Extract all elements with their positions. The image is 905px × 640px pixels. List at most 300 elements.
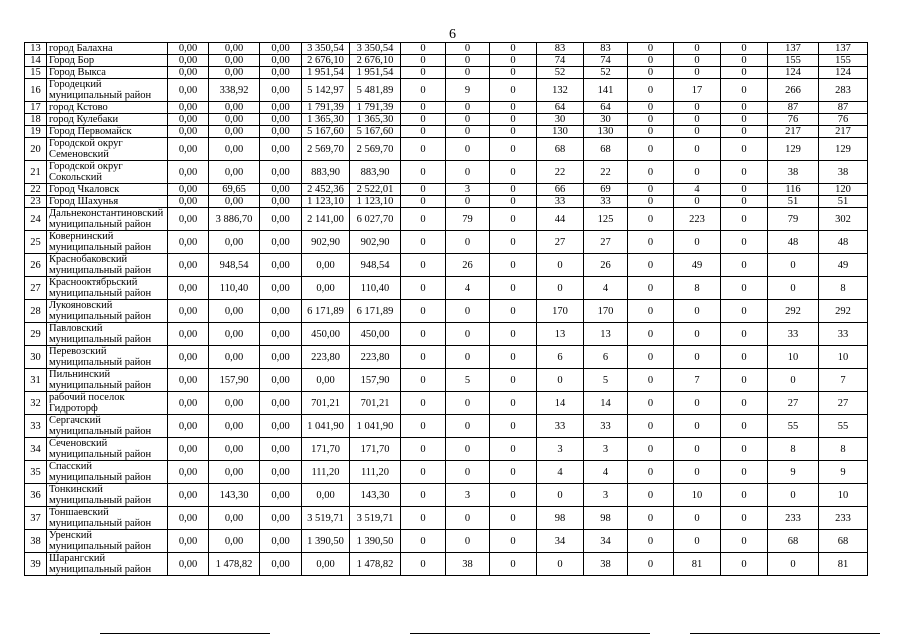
table-cell: 0 — [628, 484, 674, 507]
table-cell: 0 — [537, 484, 584, 507]
table-cell: 1 365,30 — [302, 114, 350, 126]
table-cell: 38 — [446, 553, 490, 576]
table-cell: 0 — [490, 300, 537, 323]
table-row — [25, 126, 868, 138]
table-row — [25, 79, 868, 102]
table-cell: 902,90 — [350, 231, 401, 254]
table-cell: 120 — [819, 184, 868, 196]
table-cell: 0,00 — [260, 161, 302, 184]
table-cell: 9 — [819, 461, 868, 484]
table-cell: 0 — [628, 114, 674, 126]
table-cell: 38 — [768, 161, 819, 184]
table-cell: 64 — [537, 102, 584, 114]
table-cell: 1 791,39 — [350, 102, 401, 114]
municipality-name: город Балахна — [47, 43, 168, 55]
table-row — [25, 392, 868, 415]
table-cell: 0 — [721, 138, 768, 161]
table-cell: 0 — [490, 126, 537, 138]
table-cell: 49 — [819, 254, 868, 277]
table-cell: 0,00 — [168, 254, 209, 277]
table-cell: 0,00 — [168, 231, 209, 254]
row-number: 24 — [25, 208, 47, 231]
table-cell: 1 478,82 — [350, 553, 401, 576]
table-cell: 0 — [721, 254, 768, 277]
table-cell: 3 — [537, 438, 584, 461]
table-cell: 38 — [584, 553, 628, 576]
table-cell: 0 — [721, 55, 768, 67]
table-cell: 2 676,10 — [302, 55, 350, 67]
table-cell: 0 — [628, 300, 674, 323]
table-cell: 0,00 — [168, 300, 209, 323]
table-cell: 33 — [768, 323, 819, 346]
table-cell: 0 — [674, 138, 721, 161]
table-cell: 0 — [446, 507, 490, 530]
table-cell: 69 — [584, 184, 628, 196]
table-cell: 0,00 — [168, 102, 209, 114]
table-cell: 10 — [674, 484, 721, 507]
row-number: 17 — [25, 102, 47, 114]
table-row — [25, 553, 868, 576]
table-cell: 111,20 — [302, 461, 350, 484]
table-cell: 0 — [721, 369, 768, 392]
table-cell: 0 — [628, 530, 674, 553]
table-cell: 81 — [674, 553, 721, 576]
table-cell: 883,90 — [350, 161, 401, 184]
table-cell: 0 — [674, 415, 721, 438]
table-cell: 33 — [819, 323, 868, 346]
municipality-name: Краснооктябрьский муниципальный район — [47, 277, 168, 300]
table-cell: 143,30 — [209, 484, 260, 507]
table-cell: 0 — [674, 126, 721, 138]
table-cell: 157,90 — [209, 369, 260, 392]
table-cell: 0 — [446, 114, 490, 126]
table-cell: 0,00 — [168, 79, 209, 102]
table-row — [25, 67, 868, 79]
table-cell: 0,00 — [260, 277, 302, 300]
municipality-name: Городской округ Семеновский — [47, 138, 168, 161]
table-cell: 0,00 — [168, 438, 209, 461]
table-cell: 171,70 — [350, 438, 401, 461]
table-cell: 0 — [721, 277, 768, 300]
table-cell: 0 — [490, 415, 537, 438]
table-cell: 0,00 — [209, 114, 260, 126]
table-cell: 3 350,54 — [302, 43, 350, 55]
table-cell: 155 — [768, 55, 819, 67]
municipality-name: Ковернинский муниципальный район — [47, 231, 168, 254]
table-cell: 1 041,90 — [350, 415, 401, 438]
table-cell: 10 — [819, 484, 868, 507]
table-cell: 0,00 — [260, 346, 302, 369]
table-cell: 0,00 — [168, 530, 209, 553]
table-cell: 2 569,70 — [302, 138, 350, 161]
table-cell: 0 — [446, 323, 490, 346]
table-row — [25, 208, 868, 231]
table-row — [25, 254, 868, 277]
table-cell: 701,21 — [350, 392, 401, 415]
table-cell: 124 — [768, 67, 819, 79]
table-cell: 0 — [674, 43, 721, 55]
table-cell: 0,00 — [209, 415, 260, 438]
table-cell: 0 — [628, 55, 674, 67]
table-cell: 0 — [721, 79, 768, 102]
table-cell: 0,00 — [260, 208, 302, 231]
table-cell: 0 — [721, 231, 768, 254]
bottom-rule-right — [690, 633, 880, 634]
table-cell: 0 — [674, 67, 721, 79]
table-cell: 0 — [674, 507, 721, 530]
table-cell: 0 — [768, 369, 819, 392]
table-cell: 0 — [674, 161, 721, 184]
table-cell: 27 — [537, 231, 584, 254]
municipality-name: Спасский муниципальный район — [47, 461, 168, 484]
table-cell: 0 — [446, 415, 490, 438]
table-cell: 0 — [628, 196, 674, 208]
row-number: 19 — [25, 126, 47, 138]
table-cell: 0 — [628, 438, 674, 461]
table-cell: 0 — [401, 277, 446, 300]
table-cell: 52 — [537, 67, 584, 79]
table-cell: 0 — [490, 323, 537, 346]
table-cell: 0 — [401, 138, 446, 161]
table-cell: 38 — [819, 161, 868, 184]
table-cell: 233 — [768, 507, 819, 530]
table-cell: 0,00 — [209, 323, 260, 346]
table-cell: 0 — [628, 323, 674, 346]
table-cell: 0 — [537, 369, 584, 392]
table-cell: 110,40 — [350, 277, 401, 300]
table-row — [25, 369, 868, 392]
row-number: 21 — [25, 161, 47, 184]
municipality-name: Лукояновский муниципальный район — [47, 300, 168, 323]
table-cell: 0 — [401, 530, 446, 553]
table-cell: 0 — [401, 438, 446, 461]
table-cell: 0 — [401, 369, 446, 392]
table-cell: 0 — [674, 55, 721, 67]
table-cell: 338,92 — [209, 79, 260, 102]
table-cell: 0 — [721, 161, 768, 184]
row-number: 29 — [25, 323, 47, 346]
row-number: 16 — [25, 79, 47, 102]
table-cell: 0 — [401, 79, 446, 102]
table-cell: 0,00 — [260, 126, 302, 138]
table-cell: 0 — [401, 461, 446, 484]
table-cell: 0 — [674, 323, 721, 346]
table-cell: 0 — [721, 507, 768, 530]
table-cell: 13 — [584, 323, 628, 346]
municipality-name: Павловский муниципальный район — [47, 323, 168, 346]
table-cell: 0,00 — [260, 461, 302, 484]
table-cell: 1 123,10 — [302, 196, 350, 208]
table-cell: 170 — [537, 300, 584, 323]
table-cell: 0,00 — [209, 67, 260, 79]
table-cell: 129 — [819, 138, 868, 161]
table-cell: 0 — [628, 369, 674, 392]
table-cell: 0 — [768, 277, 819, 300]
table-cell: 0 — [490, 138, 537, 161]
table-cell: 0,00 — [209, 102, 260, 114]
table-cell: 1 365,30 — [350, 114, 401, 126]
table-cell: 3 — [584, 484, 628, 507]
table-cell: 0,00 — [168, 277, 209, 300]
row-number: 25 — [25, 231, 47, 254]
table-cell: 0,00 — [168, 323, 209, 346]
table-cell: 6 171,89 — [302, 300, 350, 323]
table-row — [25, 114, 868, 126]
table-cell: 0,00 — [168, 507, 209, 530]
table-row — [25, 415, 868, 438]
table-cell: 0,00 — [302, 553, 350, 576]
table-cell: 170 — [584, 300, 628, 323]
table-cell: 3 — [446, 484, 490, 507]
table-cell: 68 — [584, 138, 628, 161]
table-cell: 0 — [401, 114, 446, 126]
table-cell: 0 — [628, 161, 674, 184]
table-cell: 223,80 — [302, 346, 350, 369]
table-cell: 0,00 — [168, 67, 209, 79]
table-cell: 0,00 — [168, 196, 209, 208]
table-cell: 302 — [819, 208, 868, 231]
table-cell: 0 — [401, 300, 446, 323]
table-cell: 217 — [819, 126, 868, 138]
table-cell: 0 — [401, 484, 446, 507]
table-cell: 2 522,01 — [350, 184, 401, 196]
table-cell: 0 — [401, 254, 446, 277]
table-cell: 68 — [768, 530, 819, 553]
table-cell: 0,00 — [260, 55, 302, 67]
table-cell: 0 — [446, 196, 490, 208]
row-number: 26 — [25, 254, 47, 277]
table-cell: 0 — [401, 55, 446, 67]
table-cell: 26 — [584, 254, 628, 277]
table-cell: 0,00 — [260, 392, 302, 415]
row-number: 39 — [25, 553, 47, 576]
table-cell: 0,00 — [302, 254, 350, 277]
table-cell: 2 141,00 — [302, 208, 350, 231]
row-number: 33 — [25, 415, 47, 438]
table-cell: 0 — [401, 208, 446, 231]
table-cell: 0 — [768, 553, 819, 576]
table-cell: 902,90 — [302, 231, 350, 254]
row-number: 18 — [25, 114, 47, 126]
table-cell: 0,00 — [260, 196, 302, 208]
table-row — [25, 231, 868, 254]
row-number: 34 — [25, 438, 47, 461]
municipality-name: Городской округ Сокольский — [47, 161, 168, 184]
table-cell: 0 — [721, 300, 768, 323]
table-cell: 81 — [819, 553, 868, 576]
table-cell: 33 — [584, 415, 628, 438]
table-cell: 0 — [490, 369, 537, 392]
table-cell: 76 — [768, 114, 819, 126]
table-cell: 0 — [674, 102, 721, 114]
row-number: 32 — [25, 392, 47, 415]
table-row — [25, 346, 868, 369]
table-cell: 0,00 — [260, 300, 302, 323]
table-cell: 0 — [721, 323, 768, 346]
table-cell: 27 — [819, 392, 868, 415]
table-cell: 0 — [490, 530, 537, 553]
municipality-name: Сеченовский муниципальный район — [47, 438, 168, 461]
table-cell: 0 — [628, 102, 674, 114]
table-cell: 0,00 — [168, 484, 209, 507]
table-cell: 141 — [584, 79, 628, 102]
table-cell: 0,00 — [260, 43, 302, 55]
table-cell: 283 — [819, 79, 868, 102]
table-cell: 0 — [490, 254, 537, 277]
table-cell: 1 791,39 — [302, 102, 350, 114]
table-cell: 0,00 — [209, 138, 260, 161]
table-cell: 22 — [537, 161, 584, 184]
table-cell: 157,90 — [350, 369, 401, 392]
table-cell: 0 — [628, 67, 674, 79]
table-cell: 3 350,54 — [350, 43, 401, 55]
table-cell: 0 — [446, 231, 490, 254]
table-cell: 30 — [537, 114, 584, 126]
table-cell: 0,00 — [209, 126, 260, 138]
table-cell: 51 — [819, 196, 868, 208]
table-cell: 64 — [584, 102, 628, 114]
table-cell: 143,30 — [350, 484, 401, 507]
table-cell: 7 — [819, 369, 868, 392]
table-cell: 0 — [768, 254, 819, 277]
municipality-name: Краснобаковский муниципальный район — [47, 254, 168, 277]
table-cell: 33 — [537, 415, 584, 438]
table-cell: 0 — [446, 126, 490, 138]
table-cell: 5 167,60 — [350, 126, 401, 138]
table-row — [25, 438, 868, 461]
table-cell: 0,00 — [168, 55, 209, 67]
table-cell: 10 — [819, 346, 868, 369]
table-cell: 0 — [401, 553, 446, 576]
row-number: 28 — [25, 300, 47, 323]
table-cell: 0,00 — [260, 323, 302, 346]
table-cell: 0 — [401, 126, 446, 138]
table-row — [25, 507, 868, 530]
table-cell: 5 — [446, 369, 490, 392]
table-row — [25, 43, 868, 55]
table-cell: 0,00 — [260, 415, 302, 438]
table-cell: 0,00 — [260, 553, 302, 576]
table-row — [25, 138, 868, 161]
table-cell: 0,00 — [209, 43, 260, 55]
table-cell: 48 — [768, 231, 819, 254]
table-cell: 110,40 — [209, 277, 260, 300]
table-cell: 233 — [819, 507, 868, 530]
table-cell: 0 — [674, 392, 721, 415]
table-cell: 137 — [768, 43, 819, 55]
table-cell: 1 951,54 — [350, 67, 401, 79]
table-cell: 0 — [490, 114, 537, 126]
table-cell: 8 — [768, 438, 819, 461]
table-cell: 137 — [819, 43, 868, 55]
table-cell: 0,00 — [168, 346, 209, 369]
table-cell: 0 — [628, 461, 674, 484]
table-cell: 87 — [819, 102, 868, 114]
table-cell: 14 — [584, 392, 628, 415]
table-cell: 0 — [401, 102, 446, 114]
table-cell: 1 123,10 — [350, 196, 401, 208]
table-cell: 0 — [490, 484, 537, 507]
table-cell: 0 — [721, 126, 768, 138]
table-cell: 292 — [768, 300, 819, 323]
table-cell: 0 — [490, 277, 537, 300]
table-cell: 0,00 — [209, 300, 260, 323]
table-row — [25, 161, 868, 184]
table-cell: 0 — [721, 67, 768, 79]
table-cell: 132 — [537, 79, 584, 102]
table-cell: 0,00 — [260, 254, 302, 277]
table-cell: 0 — [721, 184, 768, 196]
table-cell: 130 — [537, 126, 584, 138]
table-cell: 3 519,71 — [350, 507, 401, 530]
table-cell: 701,21 — [302, 392, 350, 415]
table-cell: 883,90 — [302, 161, 350, 184]
table-cell: 450,00 — [302, 323, 350, 346]
table-cell: 0 — [401, 43, 446, 55]
table-cell: 0 — [401, 346, 446, 369]
table-cell: 0 — [721, 461, 768, 484]
table-cell: 948,54 — [209, 254, 260, 277]
table-cell: 0 — [674, 196, 721, 208]
row-number: 13 — [25, 43, 47, 55]
table-cell: 0 — [721, 102, 768, 114]
table-cell: 1 478,82 — [209, 553, 260, 576]
table-cell: 0,00 — [168, 415, 209, 438]
table-cell: 55 — [768, 415, 819, 438]
row-number: 22 — [25, 184, 47, 196]
table-row — [25, 196, 868, 208]
table-cell: 0,00 — [209, 196, 260, 208]
table-row — [25, 277, 868, 300]
table-cell: 0 — [401, 323, 446, 346]
table-cell: 7 — [674, 369, 721, 392]
municipality-name: Уренский муниципальный район — [47, 530, 168, 553]
table-cell: 0 — [628, 138, 674, 161]
table-cell: 0 — [490, 346, 537, 369]
municipality-name: Дальнеконстантиновский муниципальный район — [47, 208, 168, 231]
row-number: 27 — [25, 277, 47, 300]
table-cell: 0 — [401, 231, 446, 254]
table-cell: 171,70 — [302, 438, 350, 461]
table-cell: 217 — [768, 126, 819, 138]
table-cell: 0,00 — [209, 392, 260, 415]
table-cell: 0,00 — [209, 530, 260, 553]
table-cell: 87 — [768, 102, 819, 114]
row-number: 15 — [25, 67, 47, 79]
row-number: 14 — [25, 55, 47, 67]
table-cell: 69,65 — [209, 184, 260, 196]
municipality-name: Тоншаевский муниципальный район — [47, 507, 168, 530]
table-cell: 0 — [401, 415, 446, 438]
table-cell: 0 — [721, 438, 768, 461]
table-cell: 0 — [490, 43, 537, 55]
table-cell: 0,00 — [168, 392, 209, 415]
table-cell: 0 — [721, 392, 768, 415]
table-cell: 0,00 — [209, 231, 260, 254]
table-cell: 5 481,89 — [350, 79, 401, 102]
table-cell: 0 — [401, 67, 446, 79]
table-cell: 223,80 — [350, 346, 401, 369]
table-cell: 79 — [768, 208, 819, 231]
table-cell: 26 — [446, 254, 490, 277]
table-cell: 292 — [819, 300, 868, 323]
table-cell: 0 — [446, 392, 490, 415]
table-cell: 0 — [674, 300, 721, 323]
municipality-name: город Кулебаки — [47, 114, 168, 126]
table-cell: 0 — [721, 196, 768, 208]
table-cell: 1 390,50 — [350, 530, 401, 553]
table-cell: 0 — [401, 161, 446, 184]
